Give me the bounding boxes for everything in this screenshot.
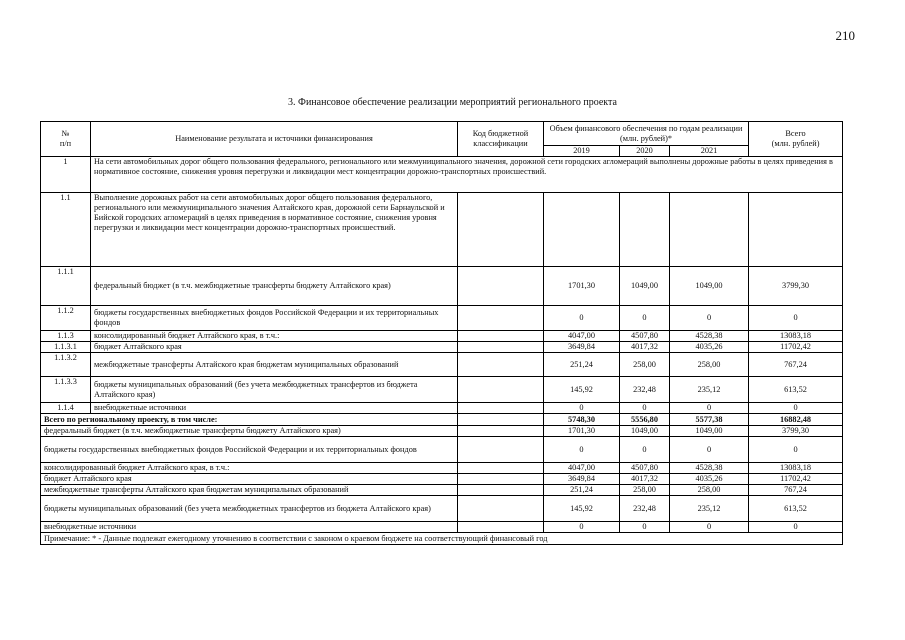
row-2021: 0 — [670, 403, 749, 414]
summary-code — [458, 474, 544, 485]
activity-code — [458, 193, 544, 267]
summary-2021: 235,12 — [670, 496, 749, 522]
row-total: 3799,30 — [749, 267, 843, 306]
row-2020: 4017,32 — [620, 342, 670, 353]
row-2020: 0 — [620, 306, 670, 331]
summary-2020: 0 — [620, 522, 670, 533]
note-row — [41, 533, 843, 545]
summary-total: 11702,42 — [749, 474, 843, 485]
grand-total-label: Всего по региональному проекту, в том числе: — [41, 414, 458, 426]
row-2019: 3649,84 — [544, 342, 620, 353]
row-code — [458, 331, 544, 342]
summary-name: федеральный бюджет (в т.ч. межбюджетные трансферты бюджету Алтайского края) — [41, 426, 458, 437]
summary-total: 13083,18 — [749, 463, 843, 474]
header-year-2021: 2021 — [670, 146, 749, 157]
row-num: 1.1.4 — [41, 403, 91, 414]
row-num: 1.1.2 — [41, 306, 91, 331]
row-name: бюджет Алтайского края — [91, 342, 458, 353]
summary-code — [458, 463, 544, 474]
row-code — [458, 377, 544, 403]
row-2019: 1701,30 — [544, 267, 620, 306]
row-2020: 0 — [620, 403, 670, 414]
row-2020: 232,48 — [620, 377, 670, 403]
summary-2021: 4035,26 — [670, 474, 749, 485]
row-2019: 145,92 — [544, 377, 620, 403]
row-num: 1.1.3.1 — [41, 342, 91, 353]
row-name: внебюджетные источники — [91, 403, 458, 414]
row-total: 13083,18 — [749, 331, 843, 342]
result-text: На сети автомобильных дорог общего пользования федерального, регионального или межмуниципального значения, дорожной сети городских агломераций выполнены дорожные работы в целях приведения в нормативное состояние, снижения уровня перегрузки и ликвидации мест концентрации дорожно-транспортных происшествий. — [91, 157, 843, 193]
row-num: 1.1.3.3 — [41, 377, 91, 403]
result-num: 1 — [41, 157, 91, 193]
header-code: Код бюджетной классификации — [458, 122, 544, 157]
table-row — [41, 267, 843, 306]
summary-2020: 1049,00 — [620, 426, 670, 437]
table-row — [41, 306, 843, 331]
row-total: 11702,42 — [749, 342, 843, 353]
header-total: Всего (млн. рублей) — [749, 122, 843, 157]
table-row — [41, 377, 843, 403]
header-year-2020: 2020 — [620, 146, 670, 157]
row-total: 0 — [749, 306, 843, 331]
summary-2019: 1701,30 — [544, 426, 620, 437]
row-2021: 235,12 — [670, 377, 749, 403]
summary-code — [458, 437, 544, 463]
summary-row — [41, 474, 843, 485]
summary-name: бюджеты муниципальных образований (без учета межбюджетных трансфертов из бюджета Алтайского края) — [41, 496, 458, 522]
row-num: 1.1.3 — [41, 331, 91, 342]
activity-num: 1.1 — [41, 193, 91, 267]
summary-2020: 232,48 — [620, 496, 670, 522]
summary-code — [458, 522, 544, 533]
summary-row — [41, 426, 843, 437]
row-num: 1.1.1 — [41, 267, 91, 306]
grand-total-2020: 5556,80 — [620, 414, 670, 426]
summary-2019: 0 — [544, 437, 620, 463]
summary-2019: 0 — [544, 522, 620, 533]
section-title: 3. Финансовое обеспечение реализации мероприятий регионального проекта — [288, 97, 617, 108]
row-code — [458, 306, 544, 331]
grand-total-2019: 5748,30 — [544, 414, 620, 426]
row-2021: 0 — [670, 306, 749, 331]
row-code — [458, 353, 544, 377]
summary-row — [41, 522, 843, 533]
row-total: 613,52 — [749, 377, 843, 403]
page-number: 210 — [835, 28, 855, 43]
row-2020: 258,00 — [620, 353, 670, 377]
grand-total-sum: 16882,48 — [749, 414, 843, 426]
table-row — [41, 331, 843, 342]
summary-2020: 0 — [620, 437, 670, 463]
grand-total-row — [41, 414, 843, 426]
row-code — [458, 267, 544, 306]
grand-total-code — [458, 414, 544, 426]
summary-code — [458, 426, 544, 437]
row-2021: 4528,38 — [670, 331, 749, 342]
summary-row — [41, 437, 843, 463]
header-year-2019: 2019 — [544, 146, 620, 157]
row-code — [458, 403, 544, 414]
summary-2021: 0 — [670, 437, 749, 463]
summary-row — [41, 463, 843, 474]
row-2020: 4507,80 — [620, 331, 670, 342]
row-name: бюджеты муниципальных образований (без учета межбюджетных трансфертов из бюджета Алтайского края) — [91, 377, 458, 403]
row-name: федеральный бюджет (в т.ч. межбюджетные трансферты бюджету Алтайского края) — [91, 267, 458, 306]
summary-row — [41, 496, 843, 522]
row-2021: 4035,26 — [670, 342, 749, 353]
row-2021: 1049,00 — [670, 267, 749, 306]
summary-name: внебюджетные источники — [41, 522, 458, 533]
footnote: Примечание: * - Данные подлежат ежегодному уточнению в соответствии с законом о краевом бюджете на соответствующий финансовый год — [41, 533, 843, 545]
row-total: 767,24 — [749, 353, 843, 377]
header-name: Наименование результата и источники финансирования — [91, 122, 458, 157]
summary-2020: 4017,32 — [620, 474, 670, 485]
row-2021: 258,00 — [670, 353, 749, 377]
grand-total-2021: 5577,38 — [670, 414, 749, 426]
summary-2020: 4507,80 — [620, 463, 670, 474]
row-2019: 0 — [544, 403, 620, 414]
table-row — [41, 353, 843, 377]
row-num: 1.1.3.2 — [41, 353, 91, 377]
summary-total: 0 — [749, 522, 843, 533]
row-name: бюджеты государственных внебюджетных фондов Российской Федерации и их территориальных фондов — [91, 306, 458, 331]
summary-name: межбюджетные трансферты Алтайского края бюджетам муниципальных образований — [41, 485, 458, 496]
summary-2021: 1049,00 — [670, 426, 749, 437]
summary-2021: 258,00 — [670, 485, 749, 496]
summary-2021: 4528,38 — [670, 463, 749, 474]
summary-name: консолидированный бюджет Алтайского края, в т.ч.: — [41, 463, 458, 474]
summary-2020: 258,00 — [620, 485, 670, 496]
summary-name: бюджет Алтайского края — [41, 474, 458, 485]
summary-code — [458, 496, 544, 522]
header-volume: Объем финансового обеспечения по годам реализации (млн. рублей)* — [544, 122, 749, 146]
row-total: 0 — [749, 403, 843, 414]
row-2020: 1049,00 — [620, 267, 670, 306]
summary-row — [41, 485, 843, 496]
row-name: консолидированный бюджет Алтайского края, в т.ч.: — [91, 331, 458, 342]
row-2019: 251,24 — [544, 353, 620, 377]
summary-2019: 3649,84 — [544, 474, 620, 485]
row-name: межбюджетные трансферты Алтайского края бюджетам муниципальных образований — [91, 353, 458, 377]
summary-total: 613,52 — [749, 496, 843, 522]
summary-2021: 0 — [670, 522, 749, 533]
summary-2019: 251,24 — [544, 485, 620, 496]
financing-table — [40, 121, 843, 545]
summary-total: 0 — [749, 437, 843, 463]
table-row — [41, 342, 843, 353]
header-num: № п/п — [41, 122, 91, 157]
activity-text: Выполнение дорожных работ на сети автомобильных дорог общего пользования федерального, регионального или межмуниципального значения Алтайского края, дорожной сети Барнаульской и Бийской городских агломераций в целях приведения в нормативное состояние, снижения уровня перегрузки и ликвидации мест концентрации дорожно-транспортных происшествий. — [91, 193, 458, 267]
summary-total: 767,24 — [749, 485, 843, 496]
row-code — [458, 342, 544, 353]
summary-name: бюджеты государственных внебюджетных фондов Российской Федерации и их территориальных фондов — [41, 437, 458, 463]
summary-total: 3799,30 — [749, 426, 843, 437]
row-2019: 0 — [544, 306, 620, 331]
table-row — [41, 403, 843, 414]
row-2019: 4047,00 — [544, 331, 620, 342]
summary-2019: 4047,00 — [544, 463, 620, 474]
summary-code — [458, 485, 544, 496]
summary-2019: 145,92 — [544, 496, 620, 522]
